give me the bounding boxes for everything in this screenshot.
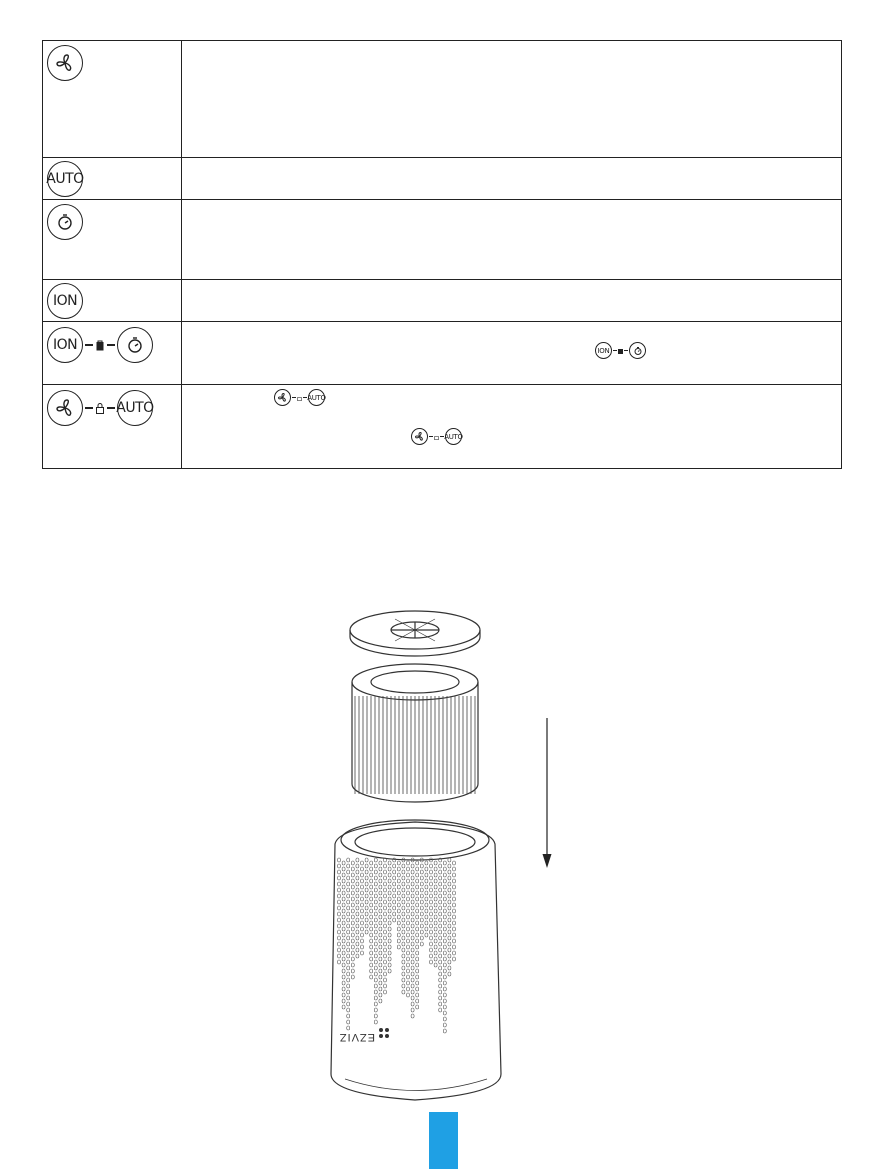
description-cell: [182, 158, 842, 200]
page-number-tab: [429, 1112, 458, 1169]
ion-icon: ION: [47, 327, 83, 363]
inline-fan-auto-icon: AUTO: [274, 389, 325, 406]
timer-icon: [117, 327, 153, 363]
table-row-ion-timer: [43, 322, 842, 385]
svg-text:EZVIZ: EZVIZ: [338, 1031, 375, 1043]
icon-cell: [43, 158, 182, 200]
description-cell: [182, 41, 842, 158]
description-cell: [182, 385, 842, 469]
fan-icon: [47, 390, 83, 426]
icon-cell: [43, 280, 182, 322]
icon-cell: [43, 41, 182, 158]
icon-cell: [43, 200, 182, 280]
icon-cell: [43, 385, 182, 469]
table-row-timer: [43, 200, 842, 280]
fan-icon: [47, 45, 83, 81]
down-arrow-icon: [540, 718, 554, 870]
auto-icon: AUTO: [47, 161, 83, 197]
table-row-auto: [43, 158, 842, 200]
lock-icon: [95, 402, 105, 414]
filter-pleats: [355, 696, 475, 794]
table-row-fan: [43, 41, 842, 158]
inline-ion-timer-icon: ION: [595, 342, 646, 359]
description-cell: [182, 200, 842, 280]
child-lock-icon: [95, 339, 105, 351]
button-function-table: [42, 40, 842, 469]
icon-cell: [43, 322, 182, 385]
air-purifier-filter-illustration: [325, 604, 515, 1109]
inline-fan-auto-icon: AUTO: [411, 428, 462, 445]
description-cell: [182, 280, 842, 322]
table-row-ion: [43, 280, 842, 322]
auto-icon: AUTO: [117, 390, 153, 426]
description-cell: [182, 322, 842, 385]
table-row-fan-auto: [43, 385, 842, 469]
timer-icon: [47, 204, 83, 240]
ion-icon: ION: [47, 283, 83, 319]
